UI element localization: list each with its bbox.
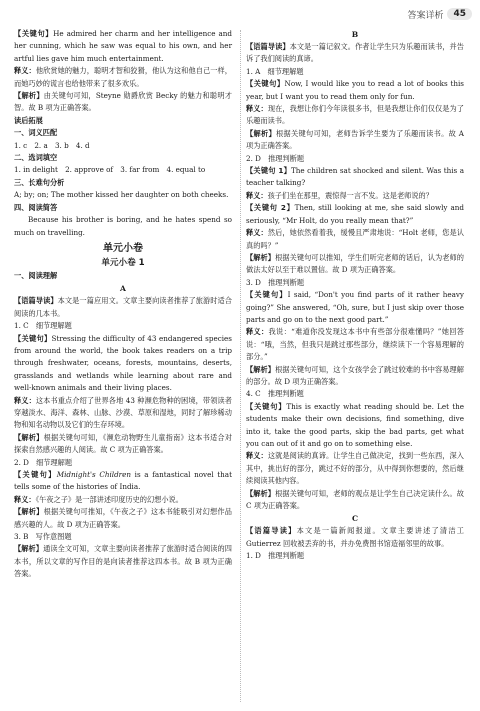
paragraph — [14, 90, 232, 115]
text-run: 1. A 细节理解题 — [246, 66, 304, 76]
paragraph — [14, 469, 232, 494]
text-run: 1. c 2. a 3. b 4. d — [14, 140, 90, 150]
text-run: 然后，她依然看着我，缓慢且严肃地说：“Holt 老师，您是认真的吗？” — [246, 228, 464, 250]
paragraph — [14, 543, 232, 580]
text-run: Stressing the difficulty of 43 endangered species from around the world, the book takes readers on a trip through freshwater, oceans, forests, mountains, deserts, grasslands and wetlands while learning about rare and well-known animals and their living places. — [14, 333, 232, 393]
text-run: 3. D 推理判断题 — [246, 277, 305, 287]
label-tag: 【关键句】 — [246, 79, 285, 89]
paragraph — [14, 531, 232, 543]
label-tag: 【关键句】 — [246, 290, 288, 300]
paragraph — [246, 364, 464, 389]
text-run: I said, “Don't you find parts of it rather heavy going?” She answered, “Oh, sure, but I just skip over those parts and go on to the next good part.” — [246, 290, 464, 324]
unit-heading: 单元小卷 1 — [101, 257, 145, 268]
text-run: 本文是一篇新闻报道。文章主要讲述了清洁工 Gutierrez 回收被丢弃的书，并办免费图书馆造福邻里的故事。 — [246, 526, 464, 548]
header-label: 答案详析 — [407, 10, 444, 21]
label-tag: 【关键句 1】 — [246, 166, 291, 176]
text-run: 4. C 推理判断题 — [246, 389, 304, 399]
paragraph — [246, 388, 464, 400]
label-tag: 释义： — [14, 66, 36, 76]
paragraph — [14, 506, 232, 531]
page-number: 45 — [447, 8, 472, 20]
label-tag: 释义： — [14, 395, 36, 405]
paragraph — [246, 78, 464, 103]
label-tag: 【语篇导读】 — [14, 296, 58, 306]
label-tag: 【语篇导读】 — [246, 526, 297, 536]
paragraph — [246, 277, 464, 289]
text-run: 3. B 写作意图题 — [14, 532, 72, 542]
paragraph — [246, 227, 464, 252]
paragraph — [246, 326, 464, 363]
label-tag: 【解析】 — [246, 252, 276, 262]
text-run: 我说：“难道你没发现这本书中有些部分很难懂吗？”她回答说：“哦，当然，但我只是跳过那些部分，继续读下一个容易理解的部分。” — [246, 327, 464, 362]
passage-letter: C — [351, 514, 359, 524]
label-tag: 【关键句 2】 — [246, 203, 295, 213]
paragraph — [14, 395, 232, 432]
text-run: This is exactly what reading should be. Let the students make their own decisions, find something, dive into it, take the good parts, skip the bad parts, get what you can out of it and go on to something else. — [246, 401, 464, 448]
passage-letter: A — [120, 284, 126, 294]
text-run: He admired her charm and her intelligence and her cunning, which he saw was equal to his own, and her artful lies gave him much entertainment. — [14, 29, 232, 63]
paragraph — [14, 295, 232, 320]
paragraph — [246, 103, 464, 128]
text-run: 根据关键句可知，这个女孩学会了跳过较难的书中容易理解的部分。故 D 项为正确答案。 — [246, 364, 464, 386]
text-run: 通读全文可知，文章主要向读者推荐了旅游时适合阅读的四本书，所以文章的写作目的是向读者推荐这四本书。故 B 项为正确答案。 — [14, 544, 232, 579]
section-heading: 读后拓展 — [14, 115, 43, 125]
paragraph — [14, 189, 232, 201]
paragraph — [246, 202, 464, 227]
text-run: 根据关键句可以推知，学生们听完老师的话后，认为老师的做法太好以至于难以置信。故 D 项为正确答案。 — [246, 252, 464, 275]
text-run: 他欣赏她的魅力，聪明才智和狡猾，他认为这和他自己一样，而她巧妙的谎言也给他带来了很多欢乐。 — [14, 66, 232, 88]
text-run: 1. D 推理判断题 — [246, 551, 305, 561]
text-run: 本文是一篇记叙文。作者让学生只为乐趣而读书，并告诉了我们阅读的真谛。 — [246, 42, 464, 64]
text-run: 1. C 细节理解题 — [14, 321, 72, 331]
text-run: 2. D 细节理解题 — [14, 457, 73, 467]
label-tag: 【解析】 — [14, 544, 44, 554]
label-tag: 【关键句】 — [14, 333, 52, 343]
paragraph — [14, 333, 232, 395]
label-tag: 释义： — [246, 104, 268, 114]
section-heading: 二、选词填空 — [14, 153, 58, 163]
text-run: 2. D 推理判断题 — [246, 153, 305, 163]
paragraph — [14, 494, 232, 506]
right-column — [246, 28, 464, 563]
text-run: 根据关键句可知，《濒危动物野生儿童指南》这本书适合对探索自然感兴趣的人阅读。故 C 项为正确答案。 — [14, 432, 232, 455]
label-tag: 释义： — [14, 494, 36, 504]
paragraph — [246, 165, 464, 190]
label-tag: 释义： — [246, 451, 268, 461]
label-tag: 释义： — [246, 228, 268, 238]
paragraph — [246, 190, 464, 202]
text-run: 根据关键句可推知，《午夜之子》这本书能吸引对幻想作品感兴趣的人。故 D 项为正确答案。 — [14, 507, 232, 529]
paragraph — [246, 153, 464, 165]
paragraph — [14, 164, 232, 176]
label-tag: 【解析】 — [14, 432, 44, 442]
paragraph — [246, 401, 464, 451]
label-tag: 【解析】 — [246, 128, 277, 138]
paragraph — [14, 432, 232, 457]
label-tag: 【解析】 — [14, 507, 44, 517]
paragraph — [246, 66, 464, 78]
text-run: 孩子们坐在那里，震惊得一言不发。这是老师说的？ — [267, 190, 433, 200]
text-run: 《午夜之子》是一部讲述印度历史的幻想小说。 — [35, 494, 183, 504]
text-run: Because his brother is boring, and he hates spend so much on travelling. — [14, 215, 232, 237]
passage-letter: B — [351, 30, 359, 39]
paragraph — [246, 252, 464, 277]
section-heading: 一、词义匹配 — [14, 128, 58, 138]
text-run: 这本书重点介绍了世界各地 43 种濒危物种的困境，带领读者穿越淡水、海洋、森林、山脉、沙漠、草原和湿地，同时了解珍稀动物和知名动物以及它们的生存环境。 — [14, 395, 232, 430]
paragraph — [14, 214, 232, 239]
label-tag: 【解析】 — [246, 488, 276, 498]
paragraph — [246, 128, 464, 153]
text-run: 本文是一篇应用文。文章主要向读者推荐了旅游时适合阅读的几本书。 — [14, 296, 232, 318]
text-run: Now, I would like you to read a lot of books this year, but I want you to read them only for fun. — [246, 79, 464, 101]
paragraph — [246, 488, 464, 513]
text-run: 由关键句可知，Steyne 勋爵欣赏 Becky 的魅力和聪明才智。故 B 项为正确答案。 — [14, 91, 232, 113]
text-run: 1. in delight 2. approve of 3. far from 4. equal to — [14, 165, 206, 175]
section-heading: 四、阅读简答 — [14, 202, 58, 212]
text-run: 现在，我想让你们今年读很多书，但是我想让你们仅仅是为了乐趣而读书。 — [246, 104, 464, 126]
paragraph — [246, 450, 464, 487]
section-heading: 三、长难句分析 — [14, 177, 65, 187]
text-run: 根据关键句可知，老师的观点是让学生自己决定读什么。故 C 项为正确答案。 — [246, 488, 464, 511]
page-header — [407, 6, 472, 22]
label-tag: 【语篇导读】 — [246, 42, 290, 51]
paragraph — [14, 320, 232, 332]
label-tag: 释义： — [246, 327, 269, 337]
paragraph — [14, 140, 232, 152]
text-run: The children sat shocked and silent. Was this a teacher talking? — [246, 166, 464, 188]
text-run: 根据关键句可知，老师告诉学生要为了乐趣而读书。故 A 项为正确答案。 — [246, 128, 464, 151]
paragraph — [246, 525, 464, 550]
paragraph — [14, 457, 232, 469]
paragraph — [14, 65, 232, 90]
left-column — [14, 28, 232, 581]
text-run: Midnight's Children — [56, 470, 131, 479]
label-tag: 【关键句】 — [246, 401, 287, 411]
section-heading: 一、阅读理解 — [14, 270, 58, 280]
text-run: 这就是阅读的真谛。让学生自己做决定，找到一些东西，深入其中，挑出好的部分，跳过不好的部分，从中得到你想要的，然后继续阅读其他内容。 — [246, 451, 464, 486]
paragraph — [246, 289, 464, 326]
column-divider — [240, 30, 241, 702]
paragraph — [246, 41, 464, 66]
label-tag: 【关键句】 — [14, 470, 57, 479]
paragraph — [14, 28, 232, 65]
label-tag: 释义： — [246, 190, 268, 200]
unit-heading: 单元小卷 — [103, 242, 143, 254]
text-run: Then, still looking at me, she said slowly and seriously, “Mr Holt, do you really mean that?” — [246, 203, 464, 225]
label-tag: 【关键句】 — [14, 29, 54, 38]
label-tag: 【解析】 — [246, 364, 276, 374]
text-run: A; by; on; The mother kissed her daughter on both cheeks. — [14, 190, 229, 200]
text-run: is a fantastical novel that tells some of the histories of India. — [14, 470, 232, 492]
paragraph — [246, 550, 464, 562]
label-tag: 【解析】 — [14, 91, 44, 101]
